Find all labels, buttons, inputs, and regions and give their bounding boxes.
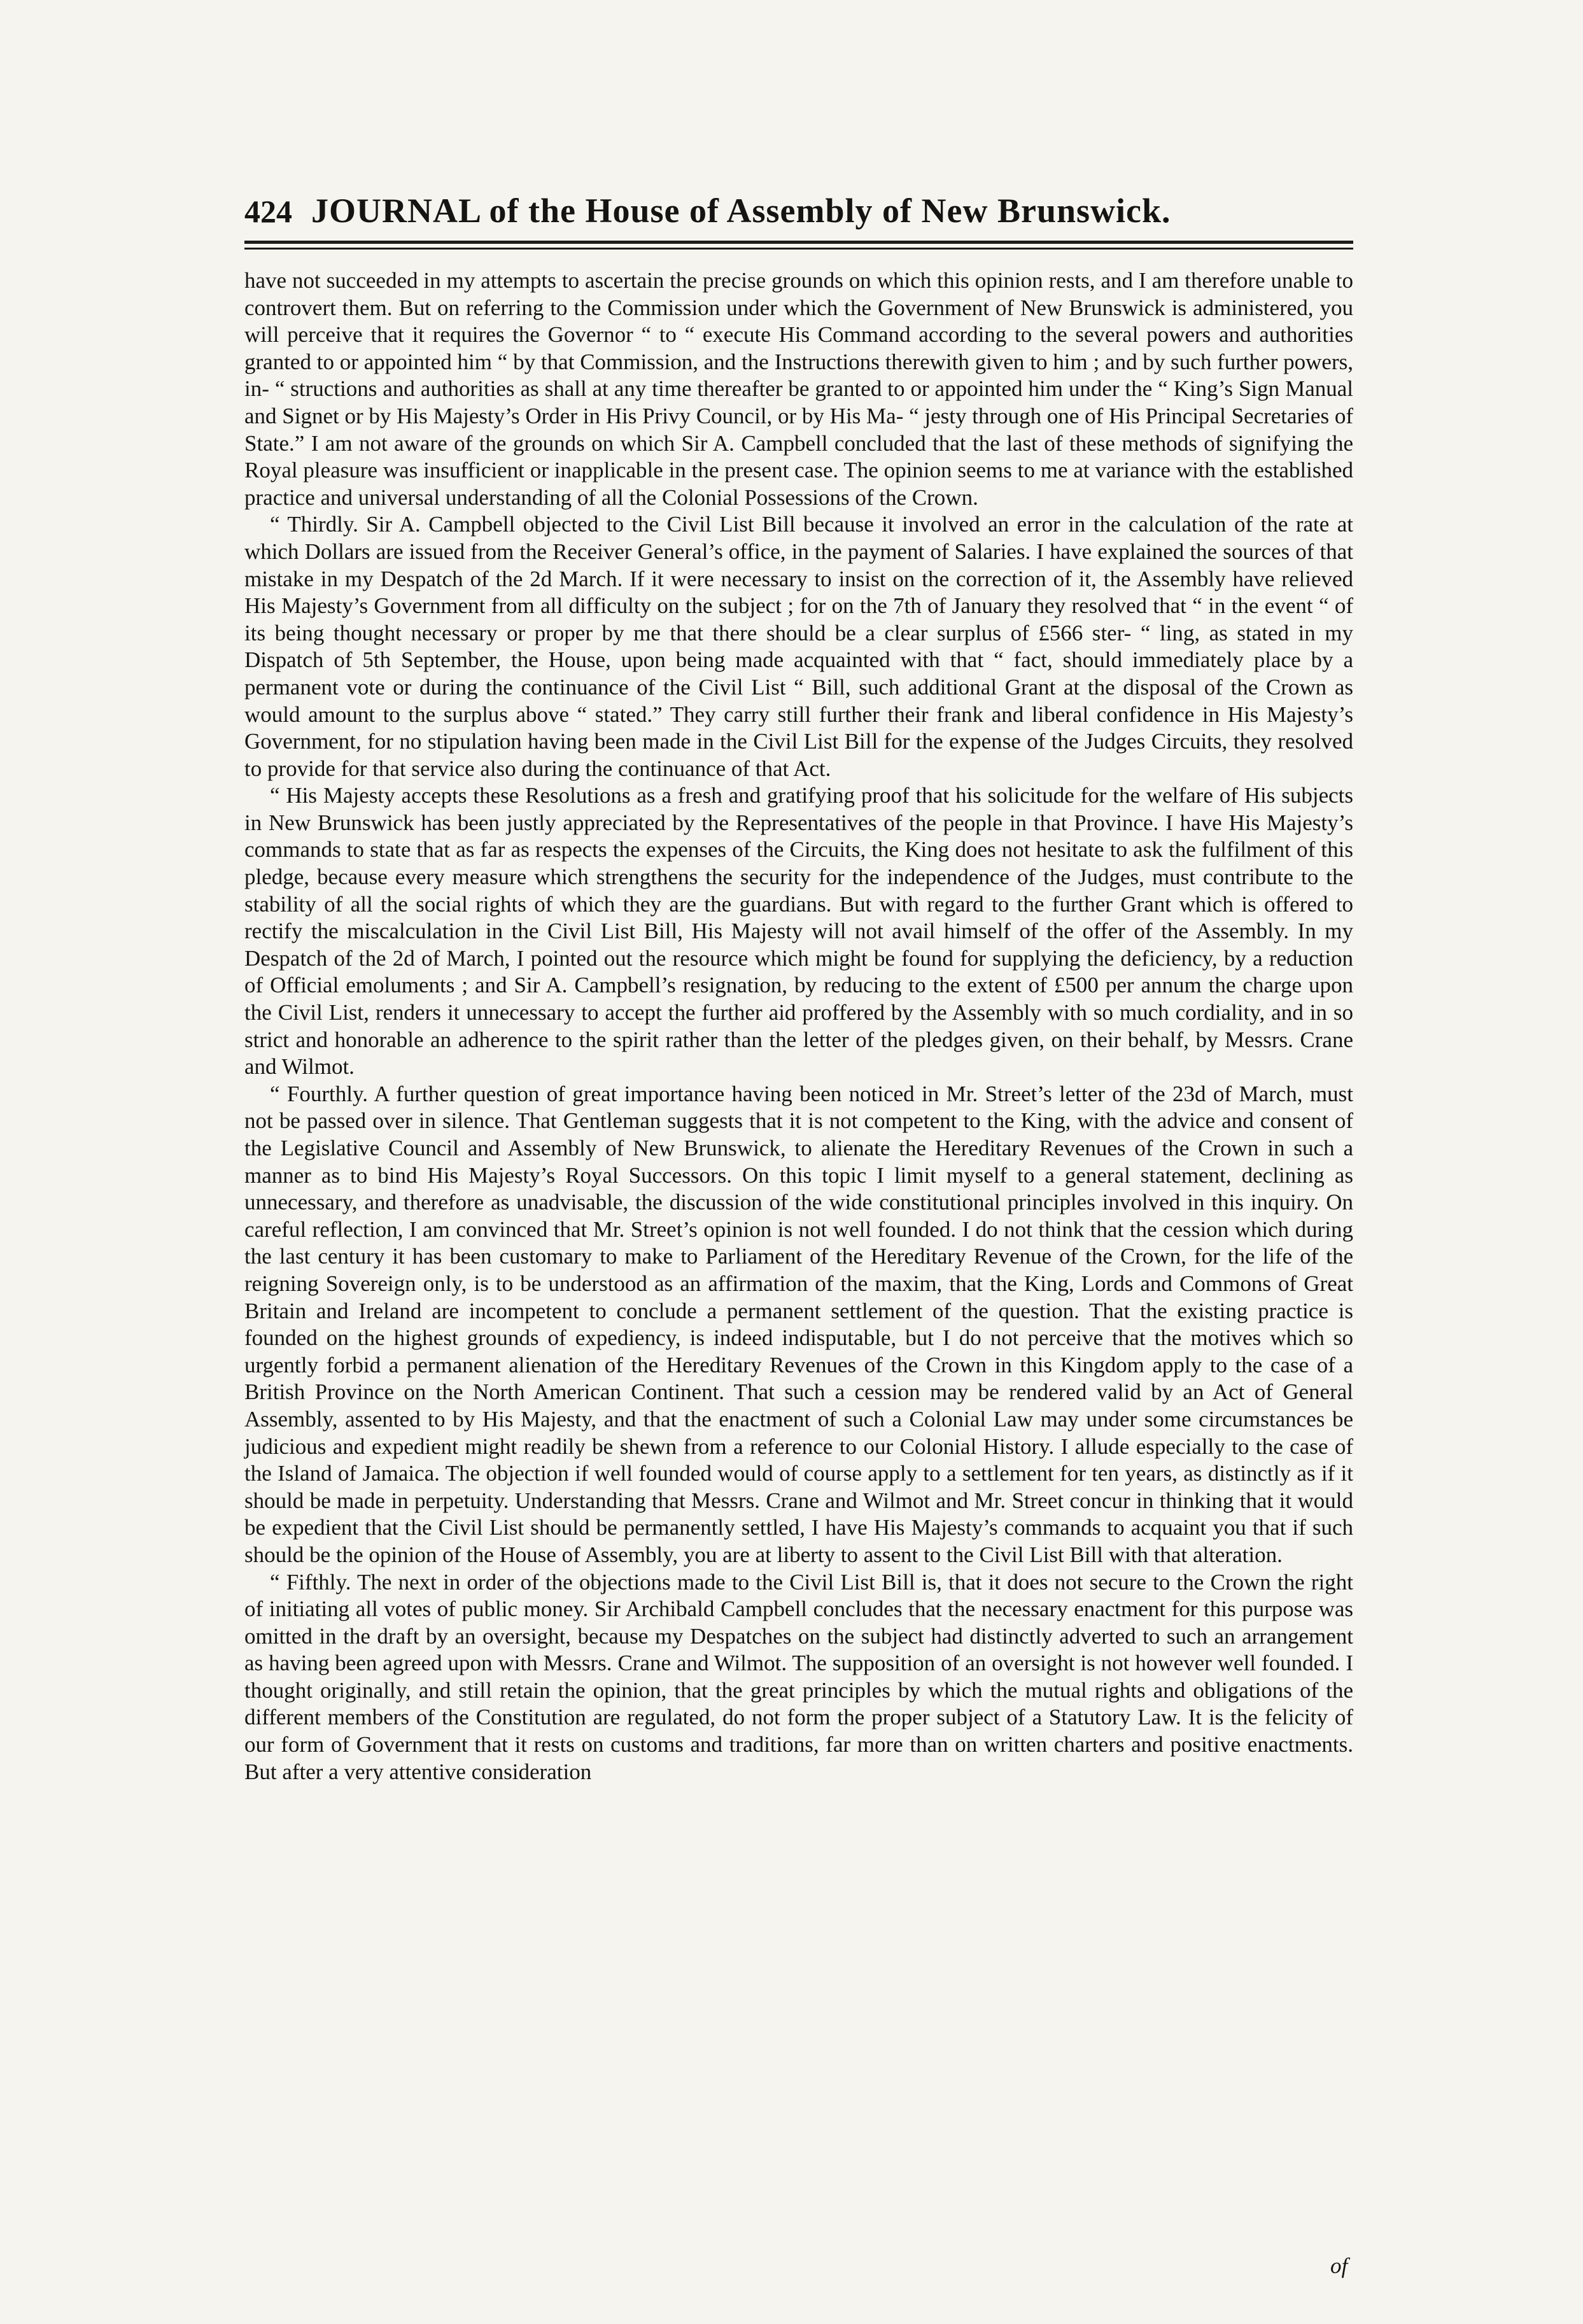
catchword: of xyxy=(1330,2253,1348,2278)
paragraph: “ Fourthly. A further question of great importance having been noticed in Mr. Street’s letter of the 23d of March, must not be passed over in silence. That Gentleman suggests that it is not competent to the King, with the advice and consent of the Legislative Council and Assembly of New Brunswick, to alienate the Hereditary Revenues of the Crown in such a manner as to bind His Majesty’s Royal Successors. On this topic I limit myself to a general statement, declining as unnecessary, and therefore as unadvisable, the discussion of the wide constitutional principles involved in this inquiry. On careful reflection, I am convinced that Mr. Street’s opinion is not well founded. I do not think that the cession which during the last century it has been customary to make to Parliament of the Hereditary Revenue of the Crown, for the life of the reigning Sovereign only, is to be understood as an affirmation of the maxim, that the King, Lords and Commons of Great Britain and Ireland are incompetent to conclude a permanent settlement of the question. That the existing practice is founded on the highest grounds of expediency, is indeed indisputable, but I do not perceive that the motives which so urgently forbid a permanent alienation of the Hereditary Revenues of the Crown in this Kingdom apply to the case of a British Province on the North American Continent. That such a cession may be rendered valid by an Act of General Assembly, assented to by His Majesty, and that the enactment of such a Colonial Law may under some circumstances be judicious and expedient might readily be shewn from a reference to our Colonial History. I allude especially to the case of the Island of Jamaica. The objection if well founded would of course apply to a settlement for ten years, as distinctly as if it should be made in perpetuity. Understanding that Messrs. Crane and Wilmot and Mr. Street concur in thinking that it would be expedient that the Civil List should be permanently settled, I have His Majesty’s commands to acquaint you that if such should be the opinion of the House of Assembly, you are at liberty to assent to the Civil List Bill with that alteration. xyxy=(244,1081,1353,1567)
header-rule xyxy=(244,241,1353,250)
page-number: 424 xyxy=(244,194,292,229)
page-header xyxy=(244,191,1352,230)
paragraph: “ Fifthly. The next in order of the objections made to the Civil List Bill is, that it does not secure to the Crown the right of initiating all votes of public money. Sir Archibald Campbell concludes that the necessary enactment for this purpose was omitted in the draft by an oversight, because my Despatches on the subject had distinctly adverted to such an arrangement as having been agreed upon with Messrs. Crane and Wilmot. The supposition of an oversight is not however well founded. I thought originally, and still retain the opinion, that the great principles by which the mutual rights and obligations of the different members of the Constitution are regulated, do not form the proper subject of a Statutory Law. It is the felicity of our form of Government that it rests on customs and traditions, far more than on written charters and positive enactments. But after a very attentive consideration xyxy=(244,1569,1353,1784)
running-head: JOURNAL of the House of Assembly of New Brunswick. xyxy=(311,192,1171,230)
body-text xyxy=(244,267,1353,1785)
paragraph: “ Thirdly. Sir A. Campbell objected to the Civil List Bill because it involved an error in the calculation of the rate at which Dollars are issued from the Receiver General’s office, in the payment of Salaries. I have explained the sources of that mistake in my Despatch of the 2d March. If it were necessary to insist on the correction of it, the Assembly have relieved His Majesty’s Government from all difficulty on the subject ; for on the 7th of January they resolved that “ in the event “ of its being thought necessary or proper by me that there should be a clear surplus of £566 ster- “ ling, as stated in my Dispatch of 5th September, the House, upon being made acquainted with that “ fact, should immediately place by a permanent vote or during the continuance of the Civil List “ Bill, such additional Grant at the disposal of the Crown as would amount to the surplus above “ stated.” They carry still further their frank and liberal confidence in His Majesty’s Government, for no stipulation having been made in the Civil List Bill for the expense of the Judges Circuits, they resolved to provide for that service also during the continuance of that Act. xyxy=(244,512,1353,781)
paragraph: have not succeeded in my attempts to ascertain the precise grounds on which this opinion rests, and I am therefore unable to controvert them. But on referring to the Commission under which the Government of New Brunswick is administered, you will perceive that it requires the Governor “ to “ execute His Command according to the several powers and authorities granted to or appointed him “ by that Commission, and the Instructions therewith given to him ; and by such further powers, in- “ structions and authorities as shall at any time thereafter be granted to or appointed him under the “ King’s Sign Manual and Signet or by His Majesty’s Order in His Privy Council, or by His Ma- “ jesty through one of His Principal Secretaries of State.” I am not aware of the grounds on which Sir A. Campbell concluded that the last of these methods of signifying the Royal pleasure was insufficient or inapplicable in the present case. The opinion seems to me at variance with the established practice and universal understanding of all the Colonial Possessions of the Crown. xyxy=(244,268,1353,510)
paragraph: “ His Majesty accepts these Resolutions as a fresh and gratifying proof that his solicitude for the welfare of His subjects in New Brunswick has been justly appreciated by the Representatives of the people in that Province. I have His Majesty’s commands to state that as far as respects the expenses of the Circuits, the King does not hesitate to ask the fulfilment of this pledge, because every measure which strengthens the security for the independence of the Judges, must contribute to the stability of all the social rights of which they are the guardians. But with regard to the further Grant which is offered to rectify the miscalculation in the Civil List Bill, His Majesty will not avail himself of the offer of the Assembly. In my Despatch of the 2d of March, I pointed out the resource which might be found for supplying the deficiency, by a reduction of Official emoluments ; and Sir A. Campbell’s resignation, by reducing to the extent of £500 per annum the charge upon the Civil List, renders it unnecessary to accept the further aid proffered by the Assembly with so much cordiality, and in so strict and honorable an adherence to the spirit rather than the letter of the pledges given, on their behalf, by Messrs. Crane and Wilmot. xyxy=(244,783,1353,1080)
